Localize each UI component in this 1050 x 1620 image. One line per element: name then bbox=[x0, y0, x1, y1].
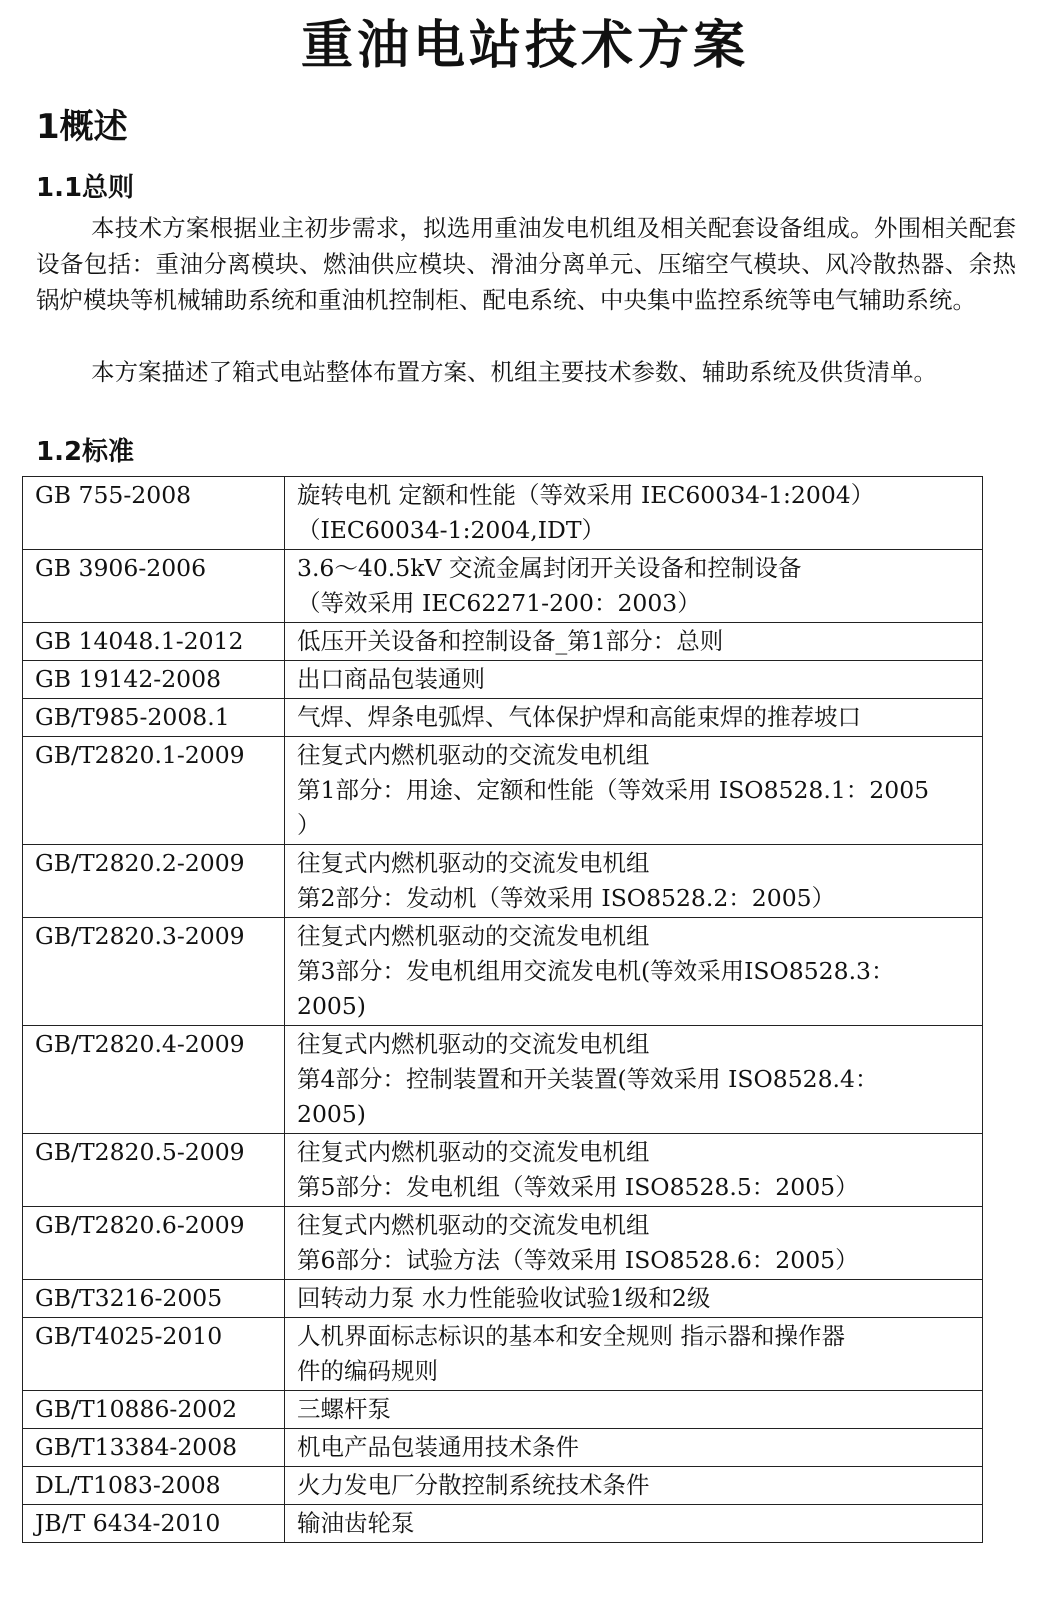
table-row bbox=[23, 699, 983, 737]
standard-description bbox=[285, 918, 983, 1026]
standard-code: GB 755-2008 bbox=[23, 477, 285, 550]
table-row bbox=[23, 845, 983, 918]
standard-code: GB/T985-2008.1 bbox=[23, 699, 285, 737]
standard-description bbox=[285, 623, 983, 661]
standard-code: GB/T2820.1-2009 bbox=[23, 737, 285, 845]
standard-description-line: 人机界面标志标识的基本和安全规则 指示器和操作器 bbox=[297, 1322, 845, 1350]
standard-description bbox=[285, 1429, 983, 1467]
standard-description bbox=[285, 1026, 983, 1134]
table-row bbox=[23, 737, 983, 845]
standard-description-line: 火力发电厂分散控制系统技术条件 bbox=[297, 1471, 650, 1499]
standard-description-line: 第2部分：发动机（等效采用 ISO8528.2：2005） bbox=[297, 884, 836, 912]
table-row bbox=[23, 550, 983, 623]
standard-description-line: 3.6～40.5kV 交流金属封闭开关设备和控制设备 bbox=[297, 554, 802, 582]
standard-description-line: 往复式内燃机驱动的交流发电机组 bbox=[297, 1030, 650, 1058]
standard-description-line: 2005) bbox=[297, 992, 366, 1020]
standard-description-line: 旋转电机 定额和性能（等效采用 IEC60034-1:2004） bbox=[297, 481, 875, 509]
standards-table-body bbox=[23, 477, 983, 1543]
standard-description bbox=[285, 1505, 983, 1543]
standard-description-line: 第6部分：试验方法（等效采用 ISO8528.6：2005） bbox=[297, 1246, 859, 1274]
paragraph-description: 本方案描述了箱式电站整体布置方案、机组主要技术参数、辅助系统及供货清单。 bbox=[91, 358, 937, 386]
standard-code: GB/T4025-2010 bbox=[23, 1318, 285, 1391]
standard-description-line: 第1部分：用途、定额和性能（等效采用 ISO8528.1：2005 bbox=[297, 776, 930, 804]
standard-code: GB/T2820.2-2009 bbox=[23, 845, 285, 918]
standard-description-line: 往复式内燃机驱动的交流发电机组 bbox=[297, 1138, 650, 1166]
standard-description-line: 往复式内燃机驱动的交流发电机组 bbox=[297, 1211, 650, 1239]
standard-description-line: 回转动力泵 水力性能验收试验1级和2级 bbox=[297, 1284, 711, 1312]
standard-description bbox=[285, 477, 983, 550]
standard-description bbox=[285, 1318, 983, 1391]
standard-code: JB/T 6434-2010 bbox=[23, 1505, 285, 1543]
standard-description bbox=[285, 737, 983, 845]
standard-code: DL/T1083-2008 bbox=[23, 1467, 285, 1505]
standard-description-line: 往复式内燃机驱动的交流发电机组 bbox=[297, 741, 650, 769]
table-row bbox=[23, 1429, 983, 1467]
subsection-heading-general: 1.1总则 bbox=[36, 173, 135, 203]
standard-description-line: 第5部分：发电机组（等效采用 ISO8528.5：2005） bbox=[297, 1173, 859, 1201]
standard-description bbox=[285, 550, 983, 623]
standard-description-line: （等效采用 IEC62271-200：2003） bbox=[297, 589, 701, 617]
table-row bbox=[23, 1467, 983, 1505]
section-heading-overview: 1概述 bbox=[36, 107, 128, 147]
standard-code: GB/T13384-2008 bbox=[23, 1429, 285, 1467]
standard-code: GB/T10886-2002 bbox=[23, 1391, 285, 1429]
standard-code: GB 14048.1-2012 bbox=[23, 623, 285, 661]
standard-code: GB 3906-2006 bbox=[23, 550, 285, 623]
standard-code: GB/T2820.4-2009 bbox=[23, 1026, 285, 1134]
standard-description bbox=[285, 1391, 983, 1429]
standard-code: GB/T2820.6-2009 bbox=[23, 1207, 285, 1280]
standard-code: GB/T2820.5-2009 bbox=[23, 1134, 285, 1207]
document-title: 重油电站技术方案 bbox=[300, 16, 749, 76]
standard-description bbox=[285, 1207, 983, 1280]
standard-code: GB/T3216-2005 bbox=[23, 1280, 285, 1318]
table-row bbox=[23, 477, 983, 550]
standard-description bbox=[285, 1280, 983, 1318]
standard-description-line: 第4部分：控制装置和开关装置(等效采用 ISO8528.4： bbox=[297, 1065, 879, 1093]
standard-description-line: 机电产品包装通用技术条件 bbox=[297, 1433, 579, 1461]
table-row bbox=[23, 661, 983, 699]
table-row bbox=[23, 1391, 983, 1429]
standard-description-line: 往复式内燃机驱动的交流发电机组 bbox=[297, 922, 650, 950]
standard-description-line: ） bbox=[297, 811, 321, 839]
standard-description-line: 三螺杆泵 bbox=[297, 1395, 391, 1423]
standard-description bbox=[285, 845, 983, 918]
standard-description-line: （IEC60034-1:2004,IDT） bbox=[297, 516, 606, 544]
table-row bbox=[23, 1134, 983, 1207]
table-row bbox=[23, 1280, 983, 1318]
standard-description-line: 低压开关设备和控制设备_第1部分：总则 bbox=[297, 627, 724, 655]
table-row bbox=[23, 1318, 983, 1391]
table-row bbox=[23, 1026, 983, 1134]
standard-description-line: 输油齿轮泵 bbox=[297, 1509, 415, 1537]
standard-description bbox=[285, 699, 983, 737]
standard-description bbox=[285, 1467, 983, 1505]
subsection-heading-standards: 1.2标准 bbox=[36, 437, 135, 467]
table-row bbox=[23, 1207, 983, 1280]
standard-description-line: 气焊、焊条电弧焊、气体保护焊和高能束焊的推荐坡口 bbox=[297, 703, 861, 731]
standards-table bbox=[22, 476, 983, 1543]
standard-code: GB/T2820.3-2009 bbox=[23, 918, 285, 1026]
paragraph-scope: 本技术方案根据业主初步需求，拟选用重油发电机组及相关配套设备组成。外围相关配套设备包括：重油分离模块、燃油供应模块、滑油分离单元、压缩空气模块、风冷散热器、余热锅炉模块等机械辅助系统和重油机控制柜、配电系统、中央集中监控系统等电气辅助系统。 bbox=[36, 214, 1016, 314]
standard-description-line: 出口商品包装通则 bbox=[297, 665, 485, 693]
standard-description bbox=[285, 661, 983, 699]
standard-description-line: 件的编码规则 bbox=[297, 1357, 438, 1385]
standard-code: GB 19142-2008 bbox=[23, 661, 285, 699]
table-row bbox=[23, 623, 983, 661]
table-row bbox=[23, 918, 983, 1026]
standard-description-line: 往复式内燃机驱动的交流发电机组 bbox=[297, 849, 650, 877]
standard-description-line: 2005) bbox=[297, 1100, 366, 1128]
standard-description bbox=[285, 1134, 983, 1207]
table-row bbox=[23, 1505, 983, 1543]
standard-description-line: 第3部分：发电机组用交流发电机(等效采用ISO8528.3： bbox=[297, 957, 895, 985]
